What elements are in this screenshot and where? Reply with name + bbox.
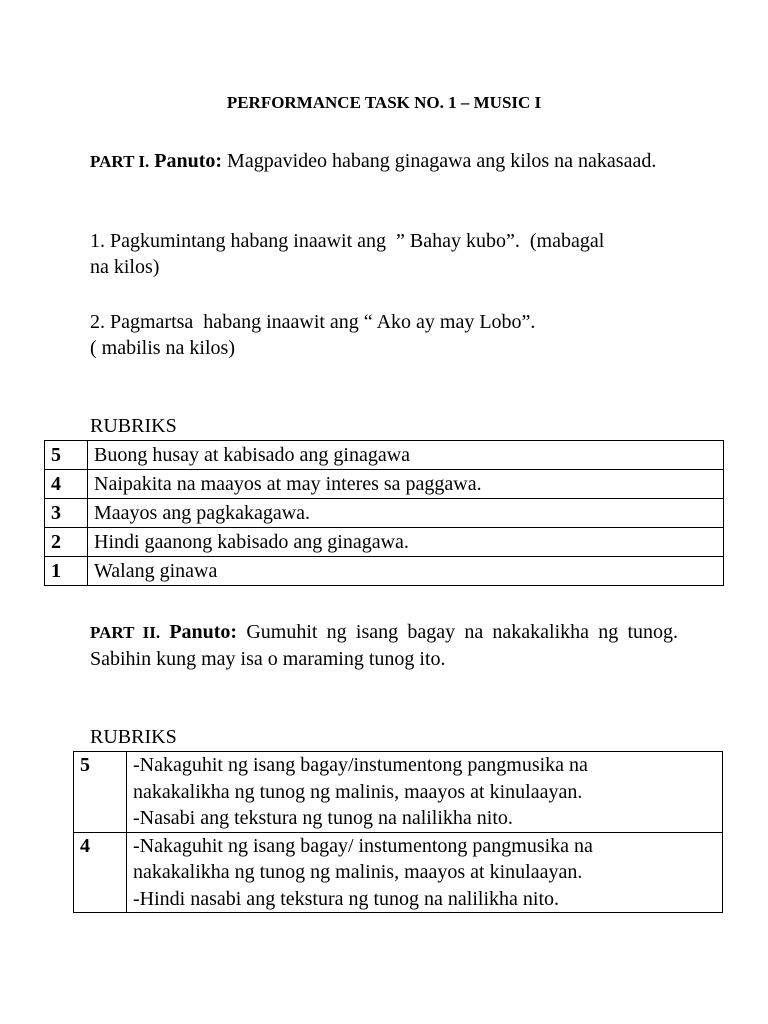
rubric-description: Buong husay at kabisado ang ginagawa	[88, 441, 724, 470]
rubric-score: 3	[45, 499, 88, 528]
part1-item2-line2: ( mabilis na kilos)	[90, 337, 235, 359]
part1-rubric-label: RUBRIKS	[90, 415, 177, 437]
rubric-description-line: -Hindi nasabi ang tekstura ng tunog na nalilikha nito.	[133, 887, 560, 910]
page-title: PERFORMANCE TASK NO. 1 – MUSIC I	[226, 93, 542, 112]
rubric-score: 4	[74, 832, 127, 913]
rubric-score: 5	[45, 441, 88, 470]
part1-item1-line2: na kilos)	[90, 256, 160, 278]
part1-instruction	[90, 148, 678, 175]
table-row	[45, 557, 724, 586]
table-row	[45, 470, 724, 499]
part1-label: PART I.	[90, 152, 150, 171]
part2-label: PART II.	[90, 623, 161, 642]
part1-item1-line1: 1. Pagkumintang habang inaawit ang ” Bahay kubo”. (mabagal	[90, 230, 605, 252]
rubric-description	[127, 752, 723, 833]
part1-rubric-table	[44, 440, 724, 586]
rubric-score: 5	[74, 752, 127, 833]
rubric-description-line: nakakalikha ng tunog ng malinis, maayos at kinulaayan.	[133, 861, 583, 883]
part2-instruction-text: Gumuhit ng isang bagay na nakakalikha ng tunog. Sabihin kung may isa o maraming tunog ito.	[90, 621, 679, 670]
table-row	[74, 752, 723, 833]
part2-rubric-label: RUBRIKS	[90, 726, 177, 748]
rubric-score: 2	[45, 528, 88, 557]
rubric-description: Maayos ang pagkakagawa.	[88, 499, 724, 528]
table-row	[45, 499, 724, 528]
table-row	[45, 528, 724, 557]
part1-instruction-text: Magpavideo habang ginagawa ang kilos na nakasaad.	[227, 150, 657, 172]
part2-instruction-label: Panuto:	[169, 621, 238, 643]
part1-item2-line1: 2. Pagmartsa habang inaawit ang “ Ako ay may Lobo”.	[90, 311, 536, 333]
part2-rubric-table	[73, 751, 723, 913]
rubric-score: 4	[45, 470, 88, 499]
part1-instruction-label: Panuto:	[154, 150, 223, 172]
rubric-description-line: -Nakaguhit ng isang bagay/instumentong pangmusika na	[133, 754, 588, 776]
rubric-description-line: -Nasabi ang tekstura ng tunog na nalilikha nito.	[133, 807, 513, 829]
rubric-description-line: -Nakaguhit ng isang bagay/ instumentong pangmusika na	[133, 834, 593, 857]
table-row	[45, 441, 724, 470]
rubric-description	[127, 832, 723, 913]
rubric-description: Naipakita na maayos at may interes sa paggawa.	[88, 470, 724, 499]
rubric-description: Walang ginawa	[88, 557, 724, 586]
part2-instruction	[90, 619, 678, 672]
table-row	[74, 832, 723, 913]
rubric-score: 1	[45, 557, 88, 586]
rubric-description: Hindi gaanong kabisado ang ginagawa.	[88, 528, 724, 557]
rubric-description-line: nakakalikha ng tunog ng malinis, maayos at kinulaayan.	[133, 780, 583, 803]
